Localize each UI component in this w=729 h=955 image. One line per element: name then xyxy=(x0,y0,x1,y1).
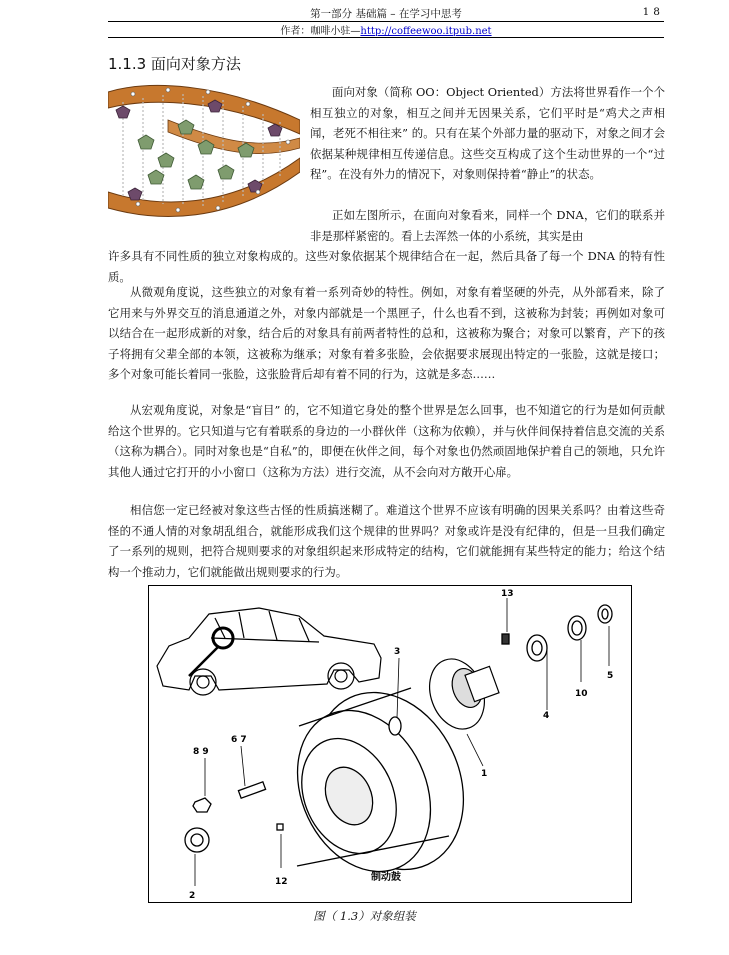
dna-illustration xyxy=(108,80,300,222)
paragraph-micro-view: 从微观角度说，这些独立的对象有着一系列奇妙的特性。例如，对象有着坚硬的外壳，从外部看来，除了它用来与外界交互的消息通道之外，对象内部就是一个黑匣子，什么也看不到，这被称为封装；再例如对象可以结合在一起形成新的对象，结合后的对象具有前两者特性的总和，这被称为聚合；对象可以繁育，产下的孩子将拥有父辈全部的本领，这被称为继承；对象有着多张脸，会依据要求展现出特定的一张脸，这就是接口；多个对象可能长着同一张脸，这张脸背后却有着不同的行为，这就是多态…… xyxy=(108,285,665,381)
figure-caption: 图（ 1.3）对象组装 xyxy=(313,909,416,923)
paragraph-oo-intro: 面向对象（简称 OO：Object Oriented）方法将世界看作一个个相互独立的对象，相互之间并无因果关系，它们平时是“鸡犬之声相闻，老死不相往来” 的。只有在某个外部力量的驱动下，对象之间才会依据某种规律相互传递信息。这些交互构成了这个生动世界的一个“过程”。在没有外力的情况下，对象则保持着“静止”的状态。 xyxy=(310,85,665,181)
author-link[interactable]: http://coffeewoo.itpub.net xyxy=(360,26,492,37)
page-number: 18 xyxy=(642,6,664,18)
brake-assembly-figure xyxy=(148,585,632,903)
callout-2: 2 xyxy=(189,891,196,901)
running-title: 第一部分 基础篇 – 在学习中思考 xyxy=(310,8,462,20)
brake-drum-label: 制动鼓 xyxy=(371,872,401,883)
callout-5: 5 xyxy=(607,671,614,681)
paragraph-macro-view: 从宏观角度说，对象是“盲目” 的，它不知道它身处的整个世界是怎么回事，也不知道它的行为是如何贡献给这个世界的。它只知道与它有着联系的身边的一小群伙伴（这称为依赖），并与伙伴间保持着信息交流的关系（这称为耦合）。同时对象也是“自私”的，即便在伙伴之间，每个对象也仍然顽固地保护着自己的领地，只允许其他人通过它打开的小小窗口（这称为方法）进行交流，从不会向对方敞开心扉。 xyxy=(108,403,665,479)
callout-6-7: 6 7 xyxy=(231,735,247,745)
callout-1: 1 xyxy=(481,769,488,779)
callout-12: 12 xyxy=(275,877,288,887)
author-line xyxy=(108,22,664,38)
paragraph-dna-example: 正如左图所示，在面向对象看来，同样一个 DNA，它们的联系并非是那样紧密的。看上去浑然一体的小系统，其实是由 xyxy=(310,208,665,243)
callout-10: 10 xyxy=(575,689,588,699)
callout-3: 3 xyxy=(394,647,401,657)
callout-8-9: 8 9 xyxy=(193,747,209,757)
author-label: 作者：咖啡小驻— xyxy=(280,26,361,37)
callout-4: 4 xyxy=(543,711,550,721)
page-header xyxy=(108,6,664,22)
callout-13: 13 xyxy=(501,589,514,599)
paragraph-dna-example-cont: 许多具有不同性质的独立对象构成的。这些对象依据某个规律结合在一起，然后具备了每一个 DNA 的特有性质。 xyxy=(108,249,665,284)
paragraph-rules: 相信您一定已经被对象这些古怪的性质搞迷糊了。难道这个世界不应该有明确的因果关系吗？由着这些奇怪的不通人情的对象胡乱组合，就能形成我们这个规律的世界吗？对象或许是没有纪律的，但是一旦我们确定了一系列的规则，把符合规则要求的对象组织起来形成特定的结构，它们就能拥有某些特定的能力；给这个结构一个推动力，它们就能做出规则要求的行为。 xyxy=(108,503,665,579)
car-sketch xyxy=(157,608,381,695)
section-title: 1.1.3 面向对象方法 xyxy=(108,55,241,73)
